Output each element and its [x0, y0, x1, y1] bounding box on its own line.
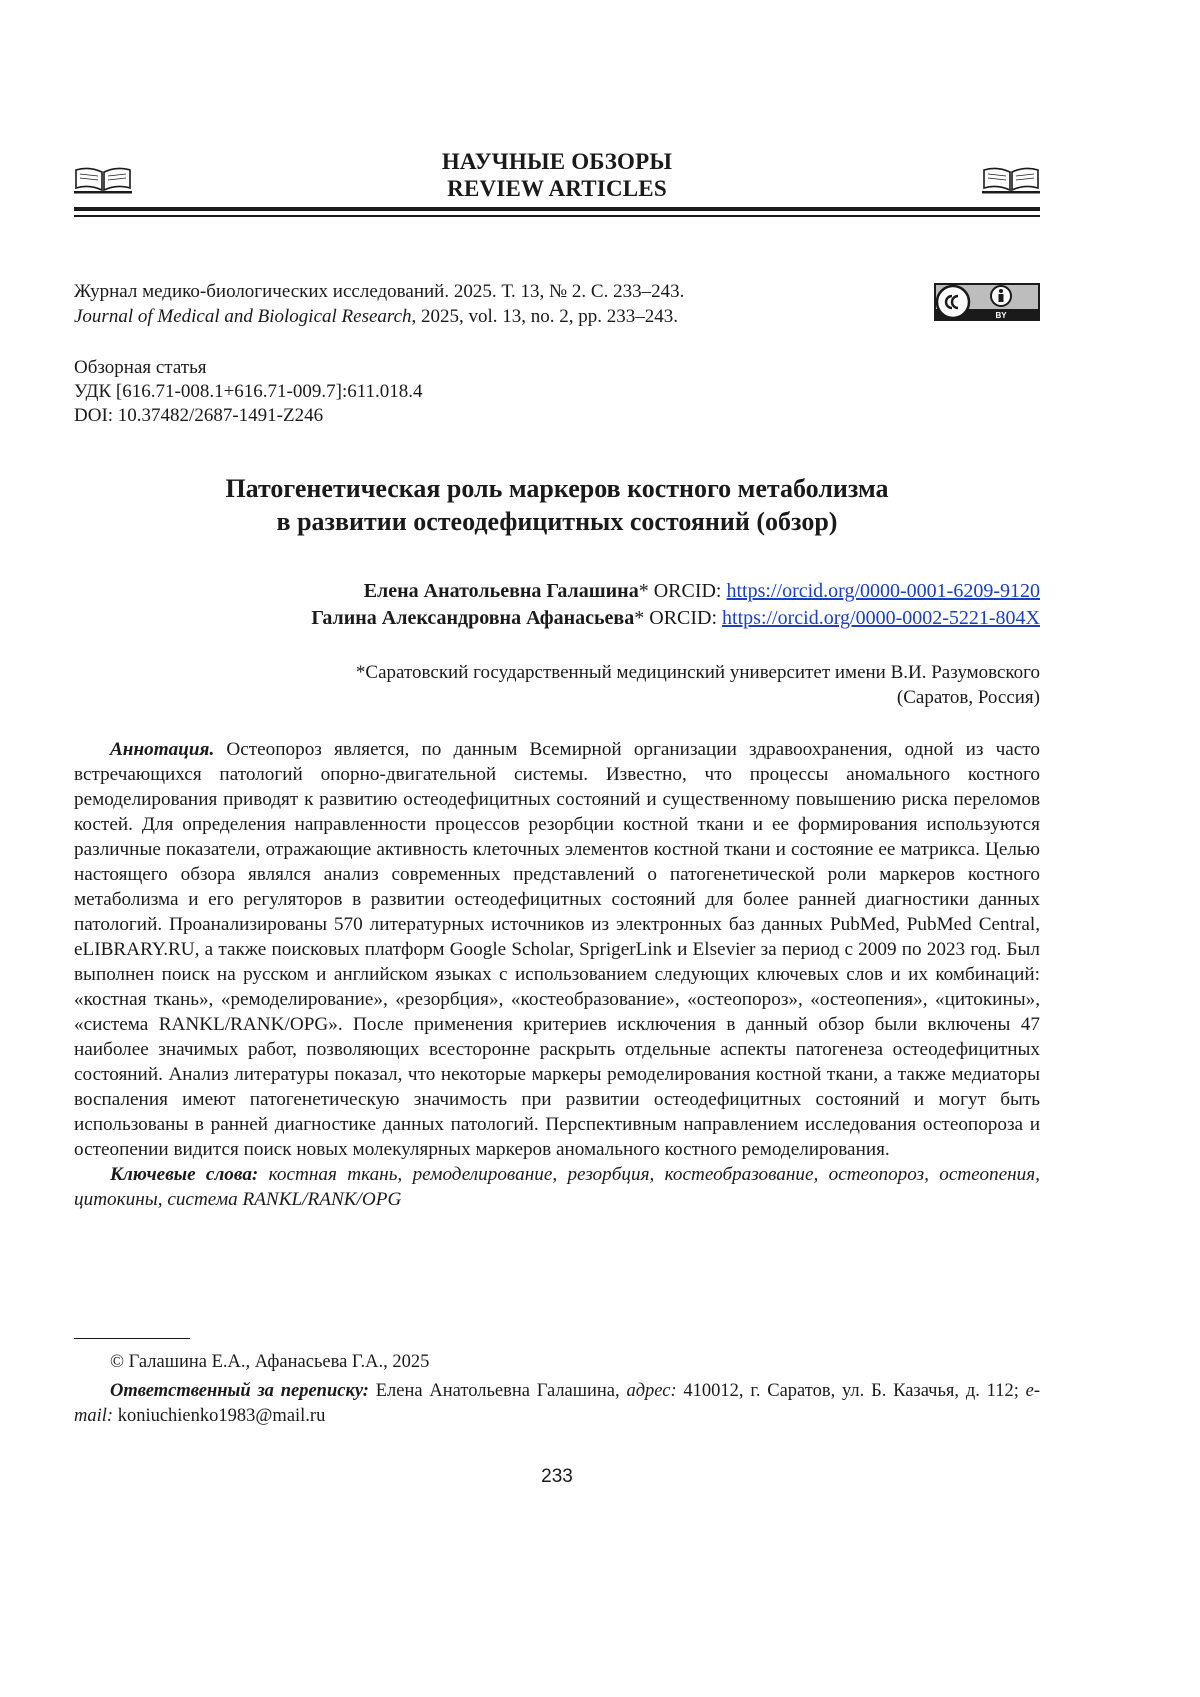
- udk-code: УДК [616.71-008.1+616.71-009.7]:611.018.4: [74, 380, 423, 404]
- author-entry: [311, 605, 1040, 632]
- author-orcid-label: * ORCID:: [634, 607, 722, 629]
- abstract-label: Аннотация.: [110, 739, 214, 760]
- article-title-line: Патогенетическая роль маркеров костного метаболизма: [74, 472, 1040, 505]
- header-rule-thin: [74, 215, 1040, 217]
- open-book-icon: [982, 164, 1040, 194]
- footnote: [74, 1350, 1040, 1433]
- keywords-paragraph: [74, 1162, 1040, 1212]
- journal-title-en: Journal of Medical and Biological Research: [74, 306, 412, 327]
- doi: DOI: 10.37482/2687-1491-Z246: [74, 404, 423, 428]
- footnote-rule: [74, 1338, 190, 1339]
- abstract-text: Остеопороз является, по данным Всемирной организации здравоохранения, одной из часто встречающихся патологий опорно-двигательной системы. Известно, что процессы аномального костного ремоделирования приводят к развитию остеодефицитных состояний и существенному повышению риска переломов костей. Для определения направленности процессов резорбции костной ткани и ее формирования используются различные показатели, отражающие активность клеточных элементов костной ткани и состояние ее матрикса. Целью настоящего обзора являлся анализ современных представлений о патогенетической роли маркеров костного метаболизма и его регуляторов в развитии остеодефицитных состояний для более ранней диагностики данных патологий. Проанализированы 570 литературных источников из электронных баз данных PubMed, PubMed Central, eLIBRARY.RU, а также поисковых платформ Google Scholar, SprigerLink и Elsevier за период с 2009 по 2023 год. Был выполнен поиск на русском и английском языках с использованием следующих ключевых слов и их комбинаций: «костная ткань», «ремоделирование», «резорбция», «костеобразование», «остеопороз», «остеопения», «цитокины», «система RANKL/RANK/OPG». После применения критериев исключения в данный обзор были включены 47 наиболее значимых работ, позволяющих всесторонне раскрыть отдельные аспекты патогенеза остеодефицитных состояний. Анализ литературы показал, что некоторые маркеры ремоделирования костной ткани, а также медиаторы воспаления имеют патогенетическую значимость при развитии остеодефицитных состояний и могут быть использованы в ранней диагностике данных патологий. Перспективным направлением исследования остеопороза и остеопении видится поиск новых молекулярных маркеров аномального костного ремоделирования.: [74, 739, 1040, 1160]
- keywords-label: Ключевые слова:: [110, 1164, 258, 1185]
- author-entry: [311, 578, 1040, 605]
- correspondence: [74, 1379, 1040, 1429]
- article-page: [0, 0, 1200, 1697]
- section-title-ru: НАУЧНЫЕ ОБЗОРЫ: [74, 148, 1040, 175]
- orcid-link[interactable]: https://orcid.org/0000-0002-5221-804X: [722, 607, 1040, 629]
- article-type: Обзорная статья: [74, 356, 423, 380]
- copyright-line: © Галашина Е.А., Афанасьева Г.А., 2025: [74, 1350, 1040, 1375]
- author-name: Галина Александровна Афанасьева: [311, 607, 634, 629]
- orcid-link[interactable]: https://orcid.org/0000-0001-6209-9120: [727, 580, 1041, 602]
- keywords-text: костная ткань, ремоделирование, резорбция, костеобразование, остеопороз, остеопения, цитокины, система RANKL/RANK/OPG: [74, 1164, 1040, 1210]
- correspondence-label: Ответственный за переписку:: [110, 1381, 369, 1401]
- author-list: [311, 578, 1040, 632]
- journal-citation-en: [74, 304, 684, 329]
- affiliation-line: (Саратов, Россия): [240, 685, 1040, 710]
- article-title-line: в развитии остеодефицитных состояний (обзор): [74, 505, 1040, 538]
- email-label: e-mail:: [74, 1381, 1040, 1426]
- affiliation-line: *Саратовский государственный медицинский университет имени В.И. Разумовского: [240, 660, 1040, 685]
- header-rule-thick: [74, 207, 1040, 211]
- journal-citation-ru: Журнал медико-биологических исследований. 2025. Т. 13, № 2. С. 233–243.: [74, 279, 684, 304]
- journal-citation: [74, 279, 684, 329]
- open-book-icon: [74, 164, 132, 194]
- address-label: адрес:: [626, 1381, 676, 1401]
- article-title: [74, 472, 1040, 538]
- author-name: Елена Анатольевна Галашина: [364, 580, 639, 602]
- license-label: BY: [995, 311, 1007, 320]
- correspondence-name: Елена Анатольевна Галашина,: [369, 1381, 626, 1401]
- section-titles: [74, 148, 1040, 202]
- section-title-en: REVIEW ARTICLES: [74, 175, 1040, 202]
- article-meta: [74, 356, 423, 428]
- page-number: 233: [74, 1466, 1040, 1488]
- email-address[interactable]: koniuchienko1983@mail.ru: [113, 1406, 325, 1426]
- author-orcid-label: * ORCID:: [639, 580, 727, 602]
- abstract: [74, 737, 1040, 1212]
- address-text: 410012, г. Саратов, ул. Б. Казачья, д. 112;: [677, 1381, 1026, 1401]
- affiliation: [240, 660, 1040, 710]
- abstract-paragraph: [74, 737, 1040, 1162]
- journal-issue-en: , 2025, vol. 13, no. 2, pp. 233–243.: [412, 306, 679, 327]
- cc-by-license-icon[interactable]: [934, 283, 1040, 321]
- section-header: [74, 148, 1040, 202]
